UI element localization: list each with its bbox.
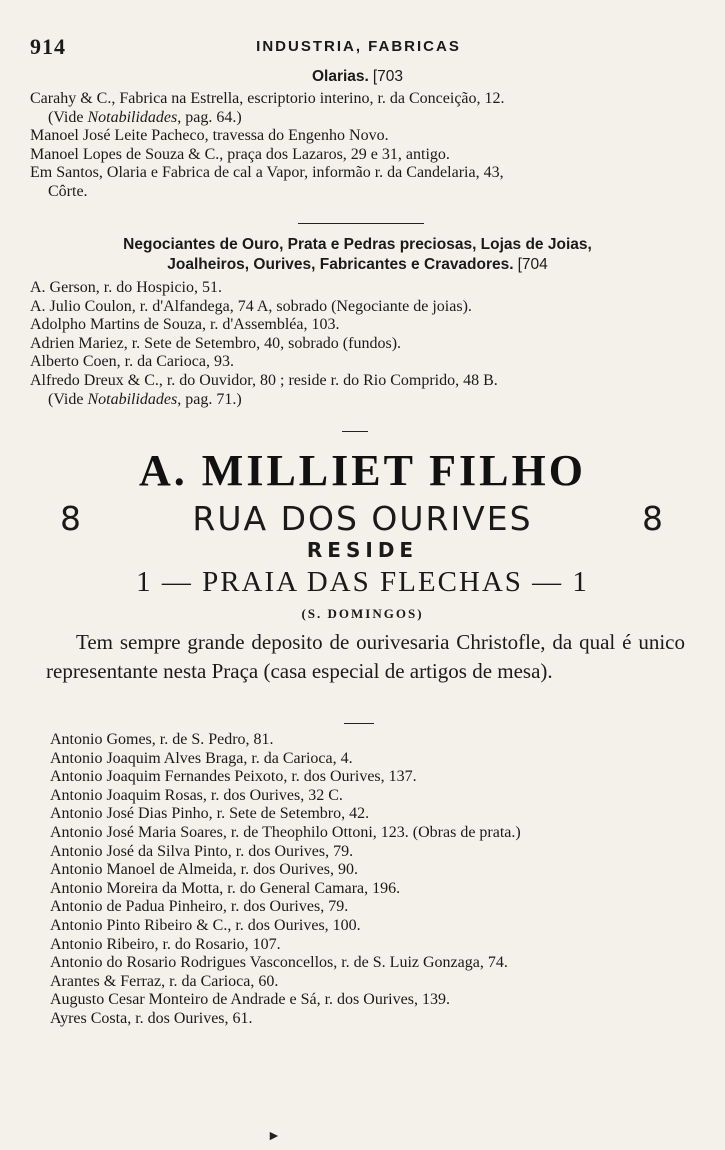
list-item	[50, 954, 685, 973]
ad-street	[60, 499, 665, 539]
ad-address: 1 — PRAIA DAS FLECHAS — 1	[136, 566, 589, 598]
entry-text: Em Santos, Olaria e Fabrica de cal a Vapor, informão r. da Candelaria, 43,	[30, 164, 504, 182]
divider	[342, 431, 368, 432]
section-number: [703	[372, 68, 404, 85]
list-item	[30, 90, 685, 127]
list-item	[50, 805, 685, 824]
entry-text: Adrien Mariez, r. Sete de Setembro, 40, sobrado (fundos).	[30, 334, 402, 352]
list-item	[50, 824, 685, 843]
entry-reference: Notabilidades	[87, 390, 178, 408]
entry-continuation	[30, 391, 685, 410]
list-item	[50, 917, 685, 936]
section-heading-negociantes	[30, 235, 685, 275]
ad-street-number: 8	[642, 499, 665, 538]
merchants-list-section	[50, 731, 685, 1029]
page-header	[30, 34, 687, 58]
merchants-list	[50, 731, 685, 1029]
entry-text: Antonio Gomes, r. de S. Pedro, 81.	[50, 731, 274, 748]
entry-text: Antonio Ribeiro, r. do Rosario, 107.	[50, 935, 281, 953]
entry-text: Ayres Costa, r. dos Ourives, 61.	[50, 1009, 253, 1027]
list-item	[50, 880, 685, 899]
list-item	[30, 335, 685, 354]
entry-text: Alberto Coen, r. da Carioca, 93.	[30, 353, 234, 371]
footer-mark-icon: ►	[267, 1129, 281, 1144]
entry-text: Antonio Joaquim Rosas, r. dos Ourives, 32 C.	[50, 786, 343, 804]
divider	[298, 223, 424, 224]
ad-district: (S. DOMINGOS)	[301, 606, 424, 621]
section-number: [704	[517, 256, 548, 273]
list-item	[50, 843, 685, 862]
entry-text: Carahy & C., Fabrica na Estrella, escriptorio interino, r. da Conceição, 12.	[30, 90, 505, 107]
section-heading-line: Negociantes de Ouro, Prata e Pedras preciosas, Lojas de Joias,	[123, 236, 592, 253]
list-item	[50, 787, 685, 806]
entry-text: Alfredo Dreux & C., r. do Ouvidor, 80 ; reside r. do Rio Comprido, 48 B.	[30, 371, 498, 389]
ad-description-text: Tem sempre grande deposito de ourivesaria Christofle, da qual é unico representante nesta Praça (casa especial de artigos de mesa).	[46, 630, 685, 683]
olarias-list	[30, 90, 685, 202]
entry-continuation	[30, 109, 685, 128]
section-heading-olarias	[30, 67, 685, 87]
list-item	[30, 353, 685, 372]
list-item	[30, 372, 685, 409]
list-item	[50, 991, 685, 1010]
divider	[344, 723, 374, 724]
olarias-section	[30, 67, 685, 202]
list-item	[50, 768, 685, 787]
ad-street-number: 8	[60, 499, 83, 538]
entry-continuation-text: (Vide	[48, 108, 88, 126]
page-number: 914	[30, 34, 66, 59]
entry-text: A. Gerson, r. do Hospicio, 51.	[30, 279, 222, 296]
entry-continuation: Côrte.	[48, 182, 88, 200]
negociantes-list	[30, 279, 685, 409]
entry-text: Antonio Manoel de Almeida, r. dos Ourives, 90.	[50, 861, 358, 879]
section-heading-text: Olarias.	[311, 68, 369, 85]
entry-continuation-text: (Vide	[48, 390, 88, 408]
entry-text: Augusto Cesar Monteiro de Andrade e Sá, r. dos Ourives, 139.	[50, 991, 450, 1009]
list-item	[30, 279, 685, 298]
entry-text: Arantes & Ferraz, r. da Carioca, 60.	[50, 972, 279, 990]
entry-continuation-text: , pag. 64.)	[177, 108, 242, 126]
entry-text: Antonio Joaquim Fernandes Peixoto, r. dos Ourives, 137.	[50, 768, 417, 786]
entry-text: Antonio José Dias Pinho, r. Sete de Setembro, 42.	[50, 805, 370, 823]
entry-text: Antonio Pinto Ribeiro & C., r. dos Ourives, 100.	[50, 916, 361, 934]
entry-reference: Notabilidades	[87, 108, 178, 126]
entry-continuation-text: , pag. 71.)	[177, 390, 242, 408]
list-item	[30, 164, 685, 201]
list-item	[50, 973, 685, 992]
section-heading-line: Joalheiros, Ourives, Fabricantes e Cravadores.	[167, 256, 514, 273]
entry-text: A. Julio Coulon, r. d'Alfandega, 74 A, sobrado (Negociante de joias).	[30, 297, 472, 315]
entry-text: Manoel José Leite Pacheco, travessa do Engenho Novo.	[30, 127, 389, 145]
ad-street-name: RUA DOS OURIVES	[192, 499, 533, 538]
list-item	[30, 316, 685, 335]
negociantes-section	[30, 235, 685, 409]
list-item	[30, 298, 685, 317]
entry-text: Adolpho Martins de Souza, r. d'Assembléa, 103.	[30, 316, 340, 334]
list-item	[30, 146, 685, 165]
list-item	[50, 750, 685, 769]
list-item	[50, 731, 685, 750]
list-item	[50, 898, 685, 917]
list-item	[50, 861, 685, 880]
entry-text: Antonio Moreira da Motta, r. do General Camara, 196.	[50, 879, 401, 897]
list-item	[50, 1010, 685, 1029]
entry-text: Manoel Lopes de Souza & C., praça dos Lazaros, 29 e 31, antigo.	[30, 145, 450, 163]
entry-text: Antonio do Rosario Rodrigues Vasconcellos, r. de S. Luiz Gonzaga, 74.	[50, 954, 508, 972]
running-head: INDUSTRIA, FABRICAS	[256, 38, 461, 55]
entry-text: Antonio de Padua Pinheiro, r. dos Ourives, 79.	[50, 898, 349, 916]
ad-title: A. MILLIET FILHO	[139, 446, 586, 495]
list-item	[30, 127, 685, 146]
list-item	[50, 936, 685, 955]
ad-reside: RESIDE	[306, 538, 419, 562]
entry-text: Antonio José da Silva Pinto, r. dos Ourives, 79.	[50, 842, 354, 860]
entry-text: Antonio José Maria Soares, r. de Theophilo Ottoni, 123. (Obras de prata.)	[50, 823, 521, 841]
ad-description	[46, 628, 685, 686]
entry-text: Antonio Joaquim Alves Braga, r. da Carioca, 4.	[50, 749, 353, 767]
